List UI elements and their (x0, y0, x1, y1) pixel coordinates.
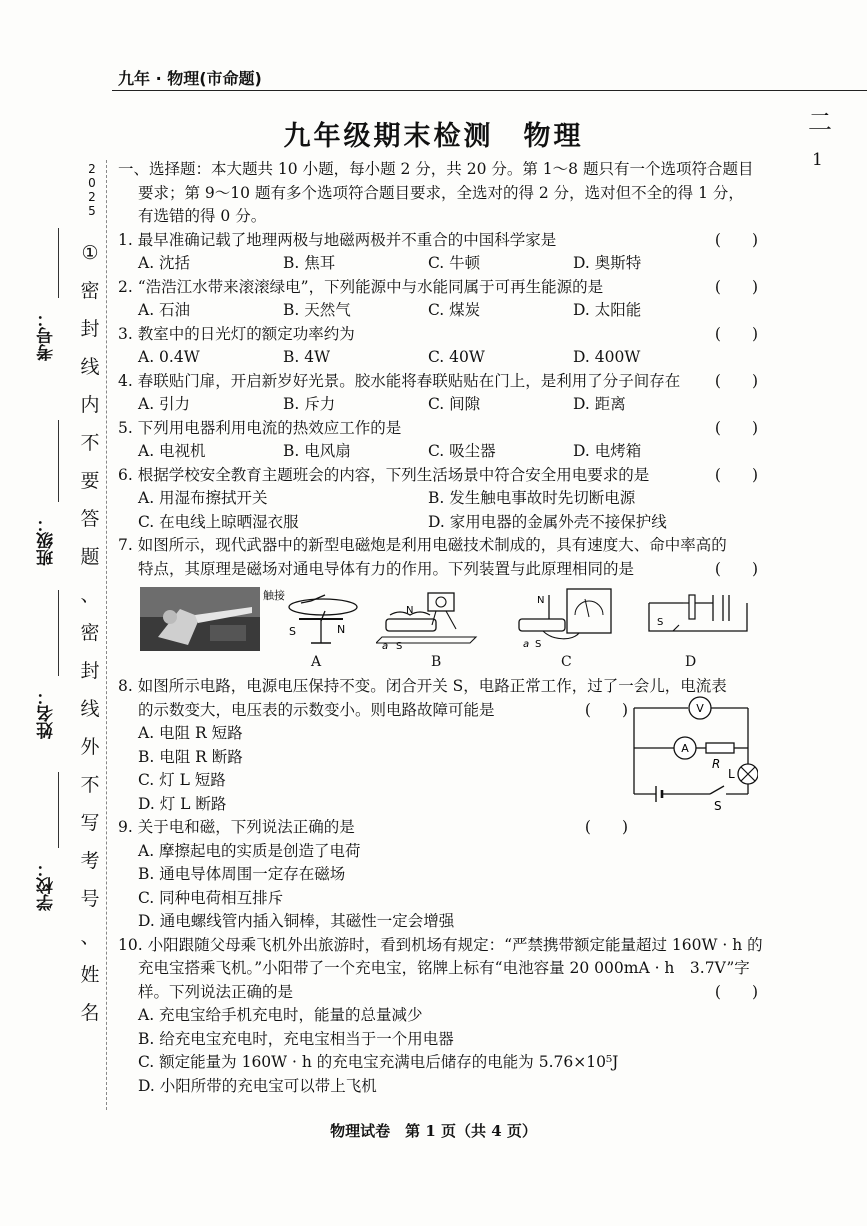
option-10a: A. 充电宝给手机充电时，能量的总量减少 (138, 1006, 423, 1024)
option-10b: B. 给充电宝充电时，充电宝相当于一个用电器 (138, 1029, 454, 1048)
edge-number: 1 (812, 150, 823, 170)
figure-a-s-label: S (289, 625, 296, 638)
ammeter-label: A (681, 742, 689, 755)
options-6b: C. 在电线上晾晒湿衣服 D. 家用电器的金属外壳不接保护线 (138, 512, 667, 531)
question-8: 8. 如图所示电路，电源电压保持不变。闭合开关 S，电路正常工作，过了一会儿，电流表 (118, 677, 727, 695)
binding-dashed-line (106, 160, 107, 1110)
school-label: 学校： (37, 860, 57, 911)
figure-d-s-label: S (657, 617, 664, 628)
answer-paren[interactable]: ( ) (714, 982, 758, 1001)
lamp-label: L (728, 767, 735, 781)
question-8-cont: 的示数变大，电压表的示数变小。则电路故障可能是 ( ) (118, 699, 758, 723)
answer-paren[interactable]: ( ) (714, 230, 758, 249)
switch-label: S (714, 799, 722, 812)
resistor-label: R (712, 757, 721, 771)
question-9: 9. 关于电和磁，下列说法正确的是 ( ) (118, 816, 758, 840)
figure-a-touch-label: 触接 (263, 589, 285, 602)
options-6a: A. 用湿布擦拭开关 B. 发生触电事故时先切断电源 (138, 489, 636, 507)
figure-b-n-label: N (406, 605, 414, 616)
question-10-cont2: 样。下列说法正确的是 ( ) (118, 981, 758, 1005)
option-8c: C. 灯 L 短路 (138, 771, 226, 789)
question-10-cont: 充电宝搭乘飞机。”小阳带了一个充电宝，铭牌上标有“电池容量 20 000mA · h 3.7V”字 (138, 959, 750, 977)
option-9b: B. 通电导体周围一定存在磁场 (138, 865, 346, 883)
answer-paren[interactable]: ( ) (714, 559, 758, 578)
options-2: A. 石油 B. 天然气 C. 煤炭 D. 太阳能 (138, 301, 642, 319)
margin-year: 2 0 2 5 (88, 162, 96, 218)
figure-label-d: D (685, 654, 697, 670)
option-9d: D. 通电螺线管内插入铜棒，其磁性一定会增强 (138, 912, 455, 930)
figure-a-magnetic-needle (263, 585, 363, 651)
voltmeter-label: V (696, 702, 704, 715)
options-5: A. 电视机 B. 电风扇 C. 吸尘器 D. 电烤箱 (138, 442, 642, 460)
option-9c: C. 同种电荷相互排斥 (138, 888, 284, 907)
section-intro-3: 有选错的得 0 分。 (138, 207, 267, 225)
school-line[interactable] (58, 772, 59, 848)
exam-number-label: 考号： (37, 310, 57, 361)
question-section (118, 158, 763, 1098)
figure-c-meter (513, 585, 623, 651)
option-9a: A. 摩擦起电的实质是创造了电荷 (138, 841, 361, 860)
class-line[interactable] (58, 420, 59, 502)
header-rule (112, 90, 867, 91)
figure-a-n-label: N (337, 623, 346, 636)
question-5: 5. 下列用电器利用电流的热效应工作的是 ( ) (118, 417, 758, 441)
answer-paren[interactable]: ( ) (714, 418, 758, 437)
option-10d: D. 小阳所带的充电宝可以带上飞机 (138, 1076, 377, 1095)
question-10: 10. 小阳跟随父母乘飞机外出旅游时，看到机场有规定：“严禁携带额定能量超过 160W · h 的 (118, 935, 763, 954)
option-8b: B. 电阻 R 断路 (138, 747, 243, 766)
exam-number-line[interactable] (58, 228, 59, 298)
answer-paren[interactable]: ( ) (714, 324, 758, 343)
figure-label-c: C (561, 654, 572, 670)
page-title: 九年级期末检测 物理 (283, 121, 584, 152)
figure-c-n-label: N (537, 595, 545, 606)
edge-mark: 二 (808, 108, 832, 136)
figure-b-a-label: a (382, 641, 389, 651)
railgun-photo (140, 587, 260, 651)
figure-b-generator (376, 585, 486, 651)
figure-d-electromagnet (643, 585, 753, 651)
question-3: 3. 教室中的日光灯的额定功率约为 ( ) (118, 323, 758, 347)
answer-paren[interactable]: ( ) (714, 277, 758, 296)
margin-seal-text: ① 密 封 线 内 不 要 答 题 、 密 封 线 外 不 写 考 号 、 姓 名 (80, 242, 100, 1024)
question-6: 6. 根据学校安全教育主题班会的内容，下列生活场景中符合安全用电要求的是 ( ) (118, 464, 758, 488)
question-2: 2. “浩浩江水带来滚滚绿电”，下列能源中与水能同属于可再生能源的是 ( ) (118, 276, 758, 300)
answer-paren[interactable]: ( ) (714, 465, 758, 484)
name-line[interactable] (58, 590, 59, 676)
options-1: A. 沈括 B. 焦耳 C. 牛顿 D. 奥斯特 (138, 254, 642, 272)
question-7-cont: 特点，其原理是磁场对通电导体有力的作用。下列装置与此原理相同的是 ( ) (118, 558, 758, 582)
question-7-figures (118, 585, 758, 671)
answer-paren[interactable]: ( ) (584, 818, 628, 836)
options-4: A. 引力 B. 斥力 C. 间隙 D. 距离 (138, 395, 626, 413)
figure-label-b: B (431, 654, 442, 670)
answer-paren[interactable]: ( ) (714, 371, 758, 390)
figure-c-s-label: S (535, 639, 542, 650)
question-8-circuit (626, 694, 758, 812)
option-8d: D. 灯 L 断路 (138, 794, 227, 813)
section-intro-1: 一、选择题：本大题共 10 小题，每小题 2 分，共 20 分。第 1～8 题只有一个选项符合题目 (118, 160, 754, 178)
option-8a: A. 电阻 R 短路 (138, 724, 243, 742)
question-1: 1. 最早准确记载了地理两极与地磁两极并不重合的中国科学家是 ( ) (118, 229, 758, 253)
class-label: 班级： (37, 515, 57, 566)
section-intro-2: 要求；第 9～10 题有多个选项符合题目要求，全选对的得 2 分，选对但不全的得 1 分， (138, 183, 744, 202)
answer-paren[interactable]: ( ) (584, 700, 628, 719)
figure-label-a: A (311, 654, 322, 670)
page-footer: 物理试卷 第 1 页（共 4 页） (330, 1122, 537, 1140)
figure-c-a-label: a (523, 639, 530, 650)
question-4: 4. 春联贴门扉，开启新岁好光景。胶水能将春联贴贴在门上，是利用了分子间存在 ( ) (118, 370, 758, 394)
option-10c: C. 额定能量为 160W · h 的充电宝充满电后储存的电能为 5.76×10⁵J (138, 1053, 619, 1071)
question-7: 7. 如图所示，现代武器中的新型电磁炮是利用电磁技术制成的，具有速度大、命中率高的 (118, 536, 727, 554)
header-tag: 九年 · 物理(市命题) (118, 69, 262, 88)
figure-b-s-label: S (396, 641, 403, 651)
name-label: 姓名： (37, 688, 57, 739)
options-3: A. 0.4W B. 4W C. 40W D. 400W (138, 348, 641, 366)
